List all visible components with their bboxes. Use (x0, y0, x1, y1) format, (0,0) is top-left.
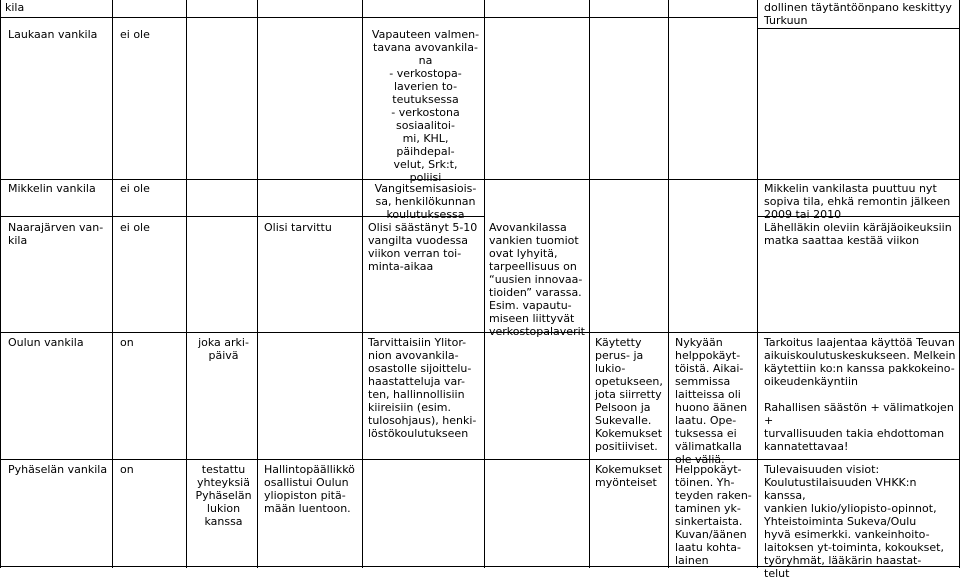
row-line-5 (0, 459, 960, 460)
row-mikkeli-status: ei ole (120, 182, 150, 195)
row-naarajarvi-future: Lähelläkin oleviin käräjäoikeuksiin matka saattaa kestää viikon (764, 221, 952, 247)
row-oulu-usage: Käytetty perus- ja lukio- opetukseen, jota siirretty Pelsoon ja Sukevalle. Kokemukset positiiviset. (595, 336, 663, 453)
row-line-1 (0, 17, 757, 18)
row-pyhaselka-need: Hallintopäällikkö osallistui Oulun yliopiston pitä- mään luentoon. (264, 463, 355, 515)
row-laukaan-name: Laukaan vankila (8, 28, 98, 41)
row-pyhaselka-future: Tulevaisuuden visiot: Koulutustilaisuuden VHKK:n kanssa, vankien lukio/yliopisto-opinnot, Yhteistoiminta Sukeva/Oulu hyvä esimerkki. vankeinhoito- laitoksen yt-toiminta, kokoukset, työryhmät, lääkärin haastat- telut (764, 463, 944, 580)
row-laukaan-status: ei ole (120, 28, 150, 41)
grid-line-left (0, 0, 1, 568)
row-naarajarvi-name: Naarajärven van- kila (8, 221, 104, 247)
row-pyhaselka-status: on (120, 463, 134, 476)
row-mikkeli-future: Mikkelin vankilasta puuttuu nyt sopiva tila, ehkä remontin jälkeen 2009 tai 2010 (764, 182, 951, 221)
row-oulu-name: Oulun vankila (8, 336, 84, 349)
header-cell-last: dollinen täytäntöönpano keskittyy Turkuun (764, 1, 952, 27)
row-oulu-quality: Nykyään helppokäyt- töistä. Aikai- semmissa laitteissa oli huono äänen laatu. Ope- tuksessa ei välimatkalla ole väliä. (675, 336, 748, 466)
row-pyhaselka-frequency: testattu yhteyksiä Pyhäselän lukion kanssa (195, 463, 252, 528)
row-oulu-status: on (120, 336, 134, 349)
header-cell-first: kila (5, 1, 25, 14)
row-pyhaselka-quality: Helppokäyt- töinen. Yh- teyden raken- taminen yk- sinkertaista. Kuvan/äänen laatu kohta- lainen (675, 463, 752, 567)
grid-line-col3 (186, 0, 187, 568)
row-oulu-future-a: Tarkoitus laajentaa käyttöä Teuvan aikuiskoulutuskeskukseen. Melkein käytettiin ko:n kanssa pakkokeino- oikeudenkäyntiin (764, 336, 956, 388)
row-line-4 (0, 332, 960, 333)
row-mikkeli-name: Mikkelin vankila (8, 182, 96, 195)
row-oulu-frequency: joka arki- päivä (198, 336, 249, 362)
grid-line-col9 (757, 0, 758, 568)
grid-line-col8 (668, 0, 669, 568)
row-naarajarvi-obstacles: Avovankilassa vankien tuomiot ovat lyhyitä, tarpeellisuus on “uusien innovaa- tioiden” varassa. Esim. vapautu- miseen liittyvät verkostopalaverit (489, 221, 585, 338)
row-oulu-notes: Tarvittaisiin Ylitor- nion avovankila- osastolle sijoittelu- haastatteluja var- ten, hallinnollisiin kiireisiin (esim. tulosohjaus), henki- löstökoulutukseen (368, 336, 477, 440)
row-line-1b (757, 28, 960, 29)
row-pyhaselka-name: Pyhäselän vankila (8, 463, 108, 476)
grid-line-col7 (589, 0, 590, 568)
row-naarajarvi-need: Olisi tarvittu (264, 221, 332, 234)
row-pyhaselka-usage: Kokemukset myönteiset (595, 463, 663, 489)
row-naarajarvi-notes: Olisi säästänyt 5-10 vangilta vuodessa viikon verran toi- minta-aikaa (368, 221, 478, 273)
grid-line-col2 (112, 0, 113, 568)
row-oulu-future-b: Rahallisen säästön + välimatkojen + turvallisuuden takia ehdottoman kannatettavaa! (764, 401, 954, 453)
row-naarajarvi-status: ei ole (120, 221, 150, 234)
row-laukaan-notes: Vapauteen valmen- tavana avovankila- na - verkostopa- laverien to- teutuksessa - verkostona sosiaalitoi- mi, KHL, päihdepal- velut, Srk:t, poliisi (371, 28, 480, 184)
row-mikkeli-notes: Vangitsemisasiois- sa, henkilökunnan koulutuksessa (374, 182, 477, 221)
grid-line-col5 (362, 0, 363, 568)
grid-line-col4 (257, 0, 258, 568)
grid-line-col6 (484, 0, 485, 568)
